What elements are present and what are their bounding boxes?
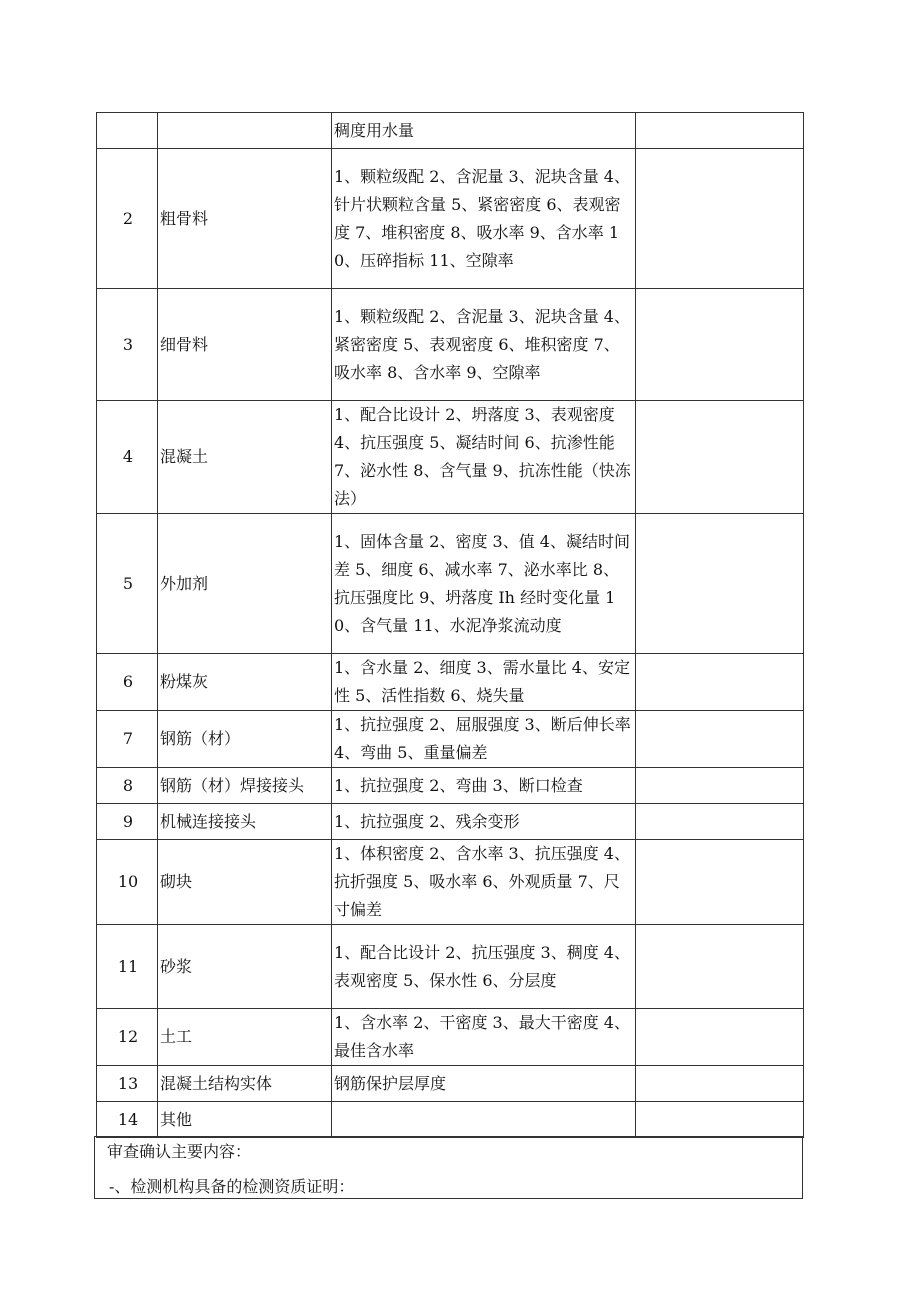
remark-cell bbox=[636, 149, 804, 289]
test-parameters: 1、含水量 2、细度 3、需水量比 4、安定性 5、活性指数 6、烧失量 bbox=[332, 654, 636, 711]
test-parameters: 1、抗拉强度 2、弯曲 3、断口检查 bbox=[332, 768, 636, 804]
table-row bbox=[97, 401, 804, 514]
row-number: 4 bbox=[97, 401, 158, 514]
item-name: 其他 bbox=[158, 1102, 332, 1138]
item-name: 细骨料 bbox=[158, 289, 332, 401]
table-row bbox=[97, 804, 804, 840]
row-number: 8 bbox=[97, 768, 158, 804]
review-box bbox=[94, 1136, 803, 1199]
remark-cell bbox=[636, 1102, 804, 1138]
remark-cell bbox=[636, 514, 804, 654]
test-parameters: 钢筋保护层厚度 bbox=[332, 1066, 636, 1102]
test-parameters: 1、体积密度 2、含水率 3、抗压强度 4、抗折强度 5、吸水率 6、外观质量 7、尺寸偏差 bbox=[332, 840, 636, 925]
item-name: 外加剂 bbox=[158, 514, 332, 654]
table-row bbox=[97, 113, 804, 149]
remark-cell bbox=[636, 289, 804, 401]
row-number: 13 bbox=[97, 1066, 158, 1102]
table-row bbox=[97, 1066, 804, 1102]
table-row bbox=[97, 925, 804, 1009]
row-number: 2 bbox=[97, 149, 158, 289]
item-name: 粗骨料 bbox=[158, 149, 332, 289]
test-parameters: 1、配合比设计 2、抗压强度 3、稠度 4、表观密度 5、保水性 6、分层度 bbox=[332, 925, 636, 1009]
table-row bbox=[97, 289, 804, 401]
item-name: 钢筋（材）焊接接头 bbox=[158, 768, 332, 804]
remark-cell bbox=[636, 925, 804, 1009]
remark-cell bbox=[636, 401, 804, 514]
table-row bbox=[97, 1009, 804, 1066]
test-parameters: 1、固体含量 2、密度 3、值 4、凝结时间差 5、细度 6、减水率 7、泌水率比 8、抗压强度比 9、坍落度 Ih 经时变化量 10、含气量 11、水泥净浆流动度 bbox=[332, 514, 636, 654]
test-parameters: 稠度用水量 bbox=[332, 113, 636, 149]
table-row bbox=[97, 768, 804, 804]
test-parameters bbox=[332, 1102, 636, 1138]
row-number: 7 bbox=[97, 711, 158, 768]
remark-cell bbox=[636, 1066, 804, 1102]
remark-cell bbox=[636, 113, 804, 149]
item-name: 土工 bbox=[158, 1009, 332, 1066]
remark-cell bbox=[636, 804, 804, 840]
table-row bbox=[97, 840, 804, 925]
row-number: 6 bbox=[97, 654, 158, 711]
test-parameters: 1、抗拉强度 2、残余变形 bbox=[332, 804, 636, 840]
row-number bbox=[97, 113, 158, 149]
row-number: 10 bbox=[97, 840, 158, 925]
test-parameters: 1、颗粒级配 2、含泥量 3、泥块含量 4、紧密密度 5、表观密度 6、堆积密度 7、吸水率 8、含水率 9、空隙率 bbox=[332, 289, 636, 401]
row-number: 5 bbox=[97, 514, 158, 654]
remark-cell bbox=[636, 654, 804, 711]
table-row bbox=[97, 1102, 804, 1138]
item-name: 砌块 bbox=[158, 840, 332, 925]
item-name: 粉煤灰 bbox=[158, 654, 332, 711]
row-number: 12 bbox=[97, 1009, 158, 1066]
inspection-items-table bbox=[96, 112, 804, 1138]
table-row bbox=[97, 711, 804, 768]
remark-cell bbox=[636, 1009, 804, 1066]
review-item-qualification: -、检测机构具备的检测资质证明： bbox=[109, 1177, 355, 1196]
test-parameters: 1、含水率 2、干密度 3、最大干密度 4、最佳含水率 bbox=[332, 1009, 636, 1066]
item-name: 机械连接接头 bbox=[158, 804, 332, 840]
test-parameters: 1、配合比设计 2、坍落度 3、表观密度 4、抗压强度 5、凝结时间 6、抗渗性能 7、泌水性 8、含气量 9、抗冻性能（快冻法） bbox=[332, 401, 636, 514]
remark-cell bbox=[636, 711, 804, 768]
row-number: 11 bbox=[97, 925, 158, 1009]
review-title: 审查确认主要内容： bbox=[107, 1142, 252, 1161]
item-name: 混凝土结构实体 bbox=[158, 1066, 332, 1102]
item-name: 混凝土 bbox=[158, 401, 332, 514]
row-number: 9 bbox=[97, 804, 158, 840]
test-parameters: 1、颗粒级配 2、含泥量 3、泥块含量 4、针片状颗粒含量 5、紧密密度 6、表观密度 7、堆积密度 8、吸水率 9、含水率 10、压碎指标 11、空隙率 bbox=[332, 149, 636, 289]
item-name bbox=[158, 113, 332, 149]
item-name: 砂浆 bbox=[158, 925, 332, 1009]
remark-cell bbox=[636, 768, 804, 804]
item-name: 钢筋（材） bbox=[158, 711, 332, 768]
row-number: 3 bbox=[97, 289, 158, 401]
table-row bbox=[97, 514, 804, 654]
test-parameters: 1、抗拉强度 2、屈服强度 3、断后伸长率 4、弯曲 5、重量偏差 bbox=[332, 711, 636, 768]
remark-cell bbox=[636, 840, 804, 925]
row-number: 14 bbox=[97, 1102, 158, 1138]
table-row bbox=[97, 654, 804, 711]
table-row bbox=[97, 149, 804, 289]
table-body bbox=[97, 113, 804, 1138]
